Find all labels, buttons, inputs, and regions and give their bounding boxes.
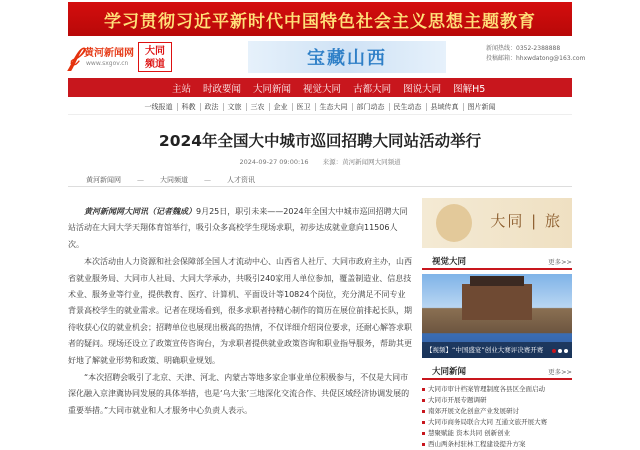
visual-section-title: 视觉大同 bbox=[432, 257, 467, 267]
sub-nav bbox=[68, 99, 572, 115]
logo-name: 黄河新闻网 bbox=[84, 48, 134, 59]
top-banner[interactable] bbox=[68, 2, 572, 36]
banner-text: 学习贯彻习近平新时代中国特色社会主义思想主题教育 bbox=[104, 11, 536, 32]
nav-item-pictures[interactable]: 图说大同 bbox=[403, 83, 442, 95]
subnav-item[interactable]: 文旅 bbox=[224, 103, 247, 111]
subnav-item[interactable]: 民生动态 bbox=[390, 103, 427, 111]
contact-info bbox=[486, 44, 585, 64]
logo-url: www.sxgov.cn bbox=[86, 60, 129, 67]
article-lead: 黄河新闻网大同讯（记者魏成） bbox=[84, 207, 196, 216]
news-item[interactable]: 南郊开展文化创意产业发展研讨 bbox=[422, 406, 572, 417]
breadcrumb-item[interactable]: 黄河新闻网 bbox=[86, 175, 121, 184]
subnav-item[interactable]: 政法 bbox=[201, 103, 224, 111]
article-paragraph: “本次招聘会吸引了北京、天津、河北、内蒙古等地多家企事业单位积极参与，不仅是大同市深化融入京津冀协同发展的具体举措，也是‘乌大张’三地深化交流合作、共促区域经济协调发展的重要举措。”大同市就业和人才服务中心负责人表示。 bbox=[68, 373, 410, 415]
subnav-item[interactable]: 企业 bbox=[270, 103, 293, 111]
article-meta bbox=[68, 157, 572, 166]
subnav-item[interactable]: 一线报道 bbox=[141, 103, 178, 111]
breadcrumb-separator: — bbox=[204, 175, 211, 184]
main-nav bbox=[68, 78, 572, 97]
nav-item-home[interactable]: 主站 bbox=[172, 83, 192, 95]
article-body bbox=[68, 204, 413, 419]
sidebar-ad[interactable] bbox=[422, 198, 572, 248]
promo-text: 宝藏山西 bbox=[307, 48, 387, 69]
article-paragraph: 本次活动由人力资源和社会保障部全国人才流动中心、山西省人社厅、大同市政府主办，山西省就业服务局、大同市人社局、大同大学承办，共吸引240家用人单位参加，覆盖制造业、信息技术业、服务业等行业，提供教育、医疗、计算机、平面设计等10824个岗位，充分满足不同专业背景高校学生的就业需求。记者在现场看到，很多求职者持精心制作的简历在展位前排起长队，期待收获心仪的就业机会；招聘单位也展现出极高的热情，不仅详细介绍岗位要求，还耐心解答求职者的疑问。现场还设立了政策宣传咨询台，为求职者提供就业政策咨询和职业指导服务，帮助其更好地了解就业形势和政策、明确职业规划。 bbox=[68, 257, 412, 365]
breadcrumb-item[interactable]: 大同频道 bbox=[160, 175, 188, 184]
visual-more-link[interactable]: 更多>> bbox=[548, 257, 572, 266]
article-date: 2024-09-27 09:00:16 bbox=[239, 158, 309, 166]
subnav-item[interactable]: 医卫 bbox=[293, 103, 316, 111]
photo-gate bbox=[462, 284, 532, 320]
ad-decoration bbox=[436, 204, 472, 242]
nav-item-politics[interactable]: 时政要闻 bbox=[203, 83, 242, 95]
subnav-item[interactable]: 图片新闻 bbox=[467, 102, 496, 111]
carousel-dot[interactable] bbox=[558, 349, 562, 353]
subnav-item[interactable]: 生态大同 bbox=[316, 103, 353, 111]
article-paragraph bbox=[68, 204, 413, 253]
news-item[interactable]: 西山两条村驻林工程建设提升方案 bbox=[422, 439, 572, 450]
carousel-dot[interactable] bbox=[552, 349, 556, 353]
nav-item-datong-news[interactable]: 大同新闻 bbox=[253, 83, 292, 95]
breadcrumb bbox=[68, 173, 572, 187]
nav-item-h5[interactable]: 图解H5 bbox=[453, 83, 486, 95]
news-item[interactable]: 大同市审计档案管理制度各县区全面启动 bbox=[422, 384, 572, 395]
subnav-item[interactable]: 县域传真 bbox=[427, 103, 464, 111]
ad-text: 大同 | 旅 bbox=[490, 212, 562, 230]
article-source: 来源：黄河新闻网大同频道 bbox=[322, 158, 401, 166]
news-section-header bbox=[422, 364, 572, 380]
photo-caption[interactable]: 【视频】“中国盛宴”创业大赛评决赛开赛 bbox=[422, 342, 572, 358]
site-logo[interactable] bbox=[68, 40, 136, 74]
promo-banner[interactable] bbox=[248, 41, 446, 73]
channel-badge[interactable] bbox=[138, 42, 172, 72]
carousel-dot[interactable] bbox=[564, 349, 568, 353]
subnav-item[interactable]: 科教 bbox=[178, 103, 201, 111]
news-more-link[interactable]: 更多>> bbox=[548, 367, 572, 376]
news-item[interactable]: 慧聚赋能 资本共同 创新创业 bbox=[422, 428, 572, 439]
article-p1: 9月25日，职引未来——2024年全国大中城市巡回招聘大同站活动在大同大学天翔体育馆举行，吸引众多高校学生现场求职，初步达成就业意向11506人次。 bbox=[68, 207, 408, 249]
subnav-item[interactable]: 三农 bbox=[247, 103, 270, 111]
nav-item-visual[interactable]: 视觉大同 bbox=[303, 83, 342, 95]
sidebar bbox=[422, 198, 572, 450]
news-item[interactable]: 大同市开展专题调研 bbox=[422, 395, 572, 406]
channel-line-2: 频道 bbox=[145, 59, 165, 70]
news-list bbox=[422, 384, 572, 450]
carousel-dots bbox=[552, 349, 568, 353]
contact-email: 投稿邮箱：hhxwdatong@163.com bbox=[486, 55, 586, 62]
contact-phone: 新闻热线：0352-2388888 bbox=[486, 45, 561, 52]
logo-mark-icon: 𝒻 bbox=[68, 42, 80, 72]
nav-item-ancient-capital[interactable]: 古都大同 bbox=[353, 83, 392, 95]
subnav-item[interactable]: 部门动态 bbox=[353, 103, 390, 111]
news-item[interactable]: 大同市商务局联合大同 互通文旅开展大赛 bbox=[422, 417, 572, 428]
news-section-title: 大同新闻 bbox=[432, 367, 467, 377]
article-title: 2024年全国大中城市巡回招聘大同站活动举行 bbox=[158, 132, 482, 150]
channel-line-1: 大同 bbox=[145, 46, 165, 57]
visual-photo[interactable] bbox=[422, 274, 572, 358]
site-header bbox=[68, 38, 586, 76]
visual-section-header bbox=[422, 254, 572, 270]
breadcrumb-item[interactable]: 人才资讯 bbox=[227, 175, 255, 184]
breadcrumb-separator: — bbox=[137, 175, 144, 184]
